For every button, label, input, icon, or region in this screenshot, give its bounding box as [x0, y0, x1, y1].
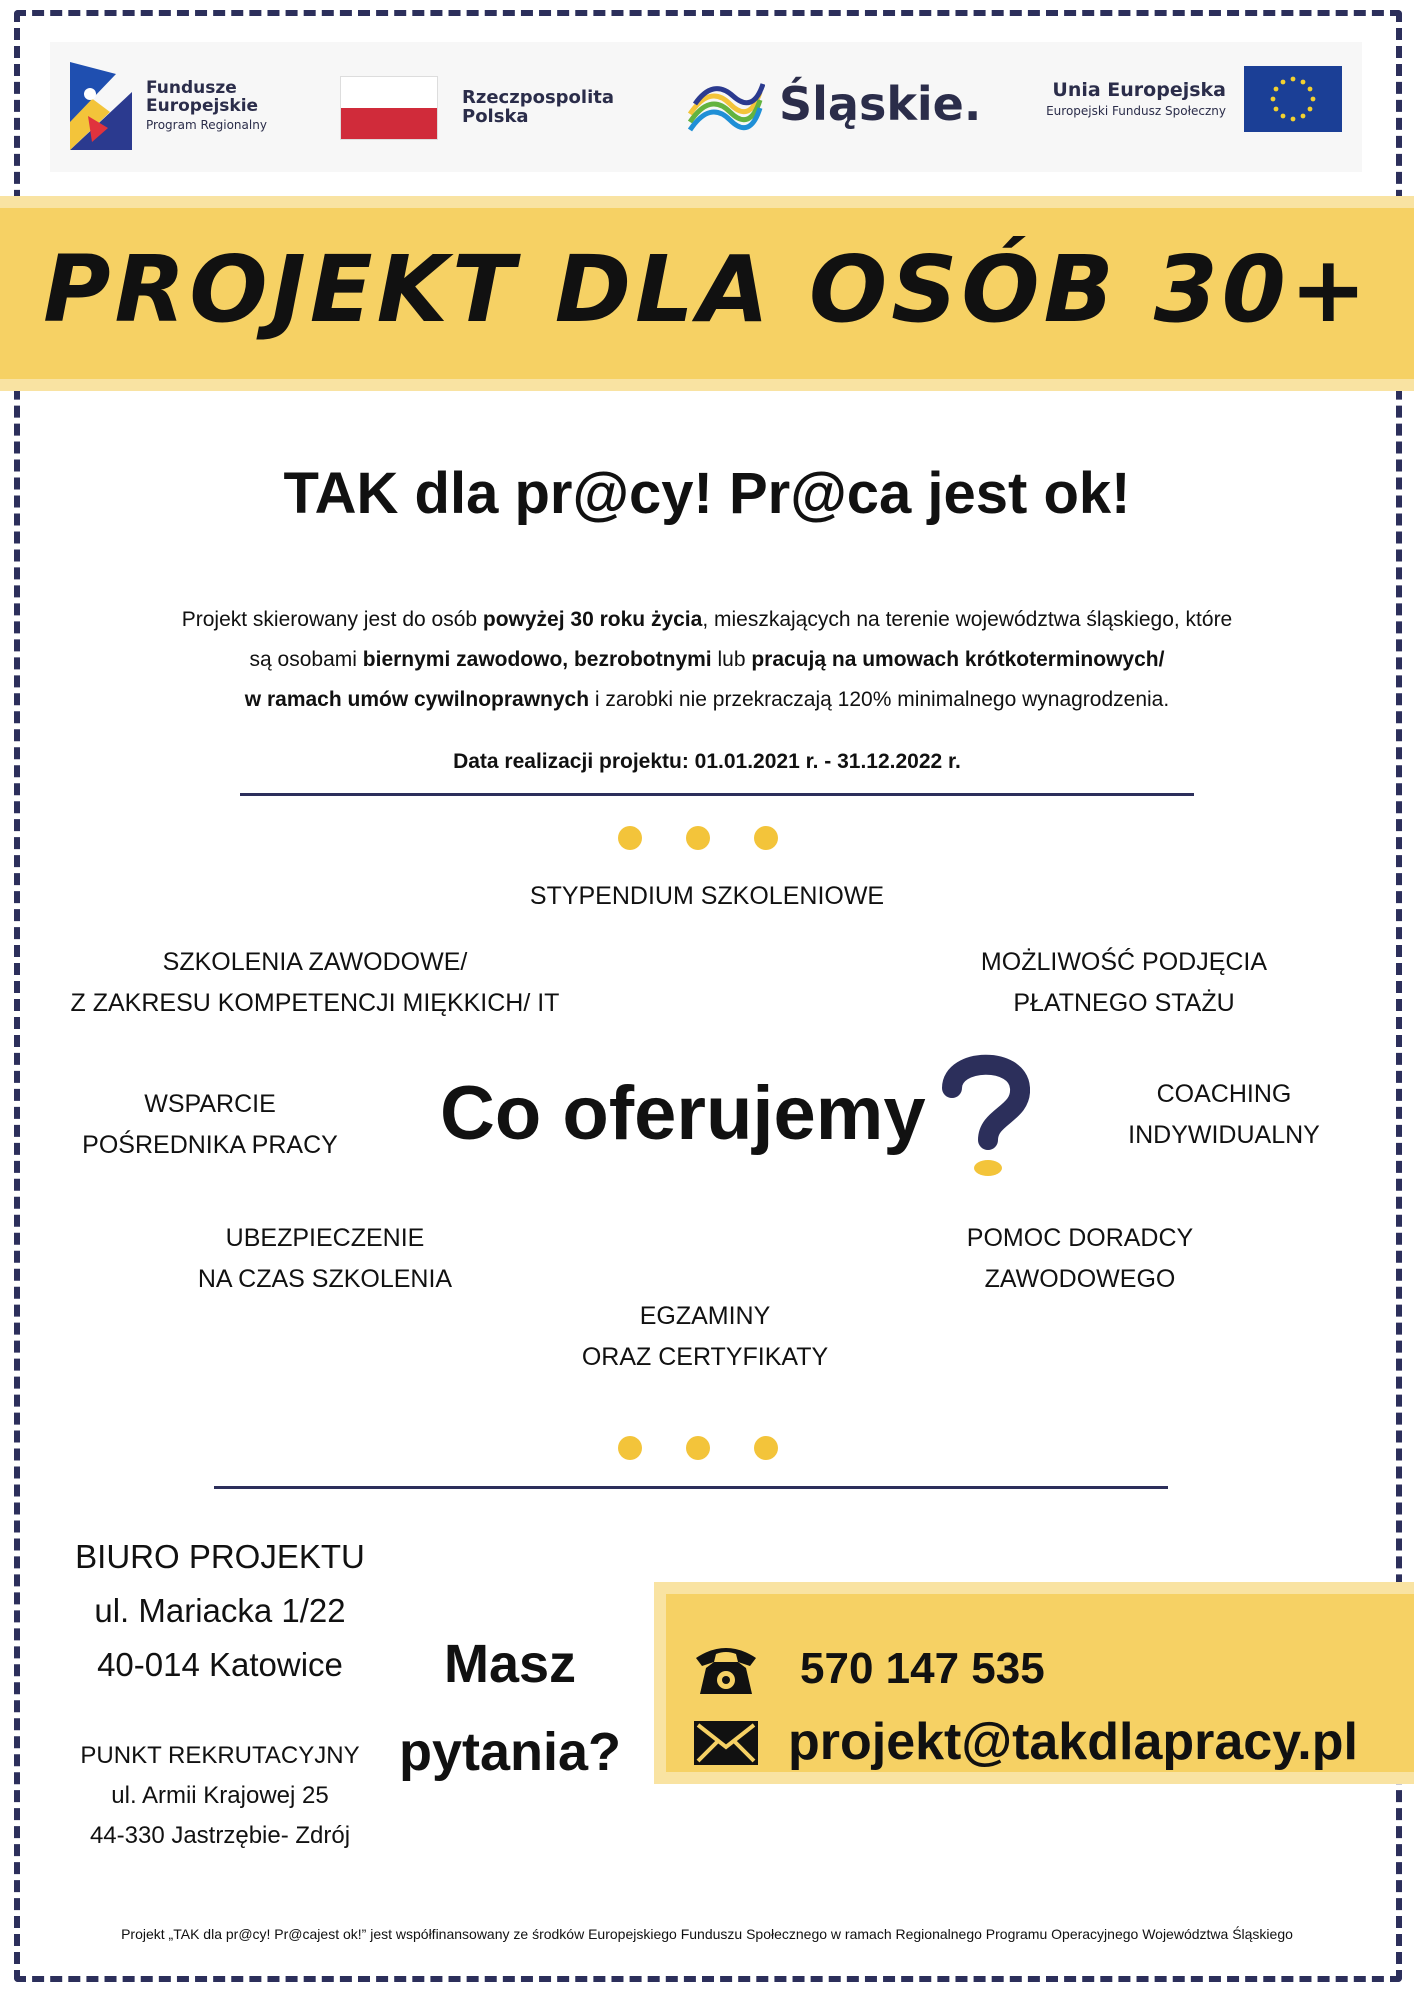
- contact-box: [654, 1582, 1414, 1784]
- offer-line: POMOC DORADCY: [966, 1224, 1194, 1252]
- project-office: [60, 1530, 380, 1692]
- funding-footer: Projekt „TAK dla pr@cy! Pr@cajest ok!” jest współfinansowany ze środków Europejskiego Funduszu Społecznego w ramach Regionalnego Programu Operacyjnego Województwa Śląskiego: [121, 1926, 1293, 1942]
- offer-line: UBEZPIECZENIE: [225, 1224, 425, 1252]
- recruit-city: 44-330 Jastrzębie- Zdrój: [89, 1822, 351, 1849]
- title-banner: [0, 196, 1414, 391]
- slaskie-logo: [685, 74, 981, 134]
- rzeczpospolita-polska-logo: [340, 76, 614, 140]
- eu-flag-icon: [1244, 66, 1342, 132]
- dots-decoration-top: [618, 826, 778, 850]
- offer-line: Z ZAKRESU KOMPETENCJI MIĘKKICH/ IT: [70, 989, 560, 1017]
- rp-line2: Polska: [462, 106, 529, 127]
- project-dates: Data realizacji projektu: 01.01.2021 r. - 31.12.2022 r.: [453, 750, 961, 773]
- offer-egzaminy: [540, 1296, 870, 1378]
- desc-bold: powyżej 30 roku życia: [482, 608, 703, 631]
- fundusze-europejskie-icon: [70, 62, 132, 150]
- fe-line1: Fundusze: [146, 78, 237, 99]
- offer-line: SZKOLENIA ZAWODOWE/: [162, 948, 468, 976]
- envelope-icon: [692, 1713, 760, 1771]
- desc-text: i zarobki nie przekraczają 120% minimalnego wynagrodzenia.: [589, 688, 1170, 711]
- offer-line: WSPARCIE: [144, 1090, 276, 1118]
- email-row[interactable]: [692, 1712, 1358, 1772]
- recruitment-point: [60, 1736, 380, 1856]
- unia-europejska-logo: [1046, 66, 1342, 132]
- slaskie-waves-icon: [685, 74, 765, 134]
- offer-staz: [944, 942, 1304, 1024]
- desc-bold: biernymi zawodowo, bezrobotnymi: [362, 648, 712, 671]
- offer-line: ORAZ CERTYFIKATY: [581, 1343, 829, 1371]
- phone-number[interactable]: 570 147 535: [800, 1644, 1045, 1693]
- fe-line2: Europejskie: [146, 96, 259, 117]
- offer-coaching: [1084, 1074, 1364, 1156]
- ue-line2: Europejski Fundusz Społeczny: [1046, 103, 1226, 118]
- question-line2: pytania?: [398, 1722, 622, 1782]
- offer-ubezpieczenie: [160, 1218, 490, 1300]
- offer-line: PŁATNEGO STAŻU: [1013, 989, 1235, 1017]
- banner-title: PROJEKT DLA OSÓB 30+: [43, 236, 1371, 343]
- project-description: [60, 600, 1354, 720]
- office-street: ul. Mariacka 1/22: [94, 1592, 346, 1629]
- offer-line: INDYWIDUALNY: [1128, 1121, 1320, 1149]
- offer-line: STYPENDIUM SZKOLENIOWE: [529, 882, 885, 910]
- offer-line: NA CZAS SZKOLENIA: [197, 1265, 453, 1293]
- desc-text: są osobami: [249, 648, 363, 671]
- offer-doradca: [920, 1218, 1240, 1300]
- offer-posrednik: [60, 1084, 360, 1166]
- questions-prompt: [390, 1620, 630, 1796]
- desc-text: , mieszkających na terenie województwa śląskiego, które: [702, 608, 1233, 631]
- slogan-heading: TAK dla pr@cy! Pr@ca jest ok!: [283, 461, 1131, 526]
- question-line1: Masz: [443, 1634, 577, 1694]
- phone-row[interactable]: [692, 1640, 1045, 1698]
- offer-line: POŚREDNIKA PRACY: [82, 1131, 338, 1159]
- ue-line1: Unia Europejska: [1052, 78, 1226, 101]
- desc-text: lub: [711, 648, 752, 671]
- rp-line1: Rzeczpospolita: [462, 87, 614, 109]
- office-title: BIURO PROJEKTU: [75, 1538, 365, 1575]
- divider-top: [240, 793, 1194, 796]
- email-address[interactable]: projekt@takdlapracy.pl: [788, 1713, 1358, 1771]
- offer-line: ZAWODOWEGO: [984, 1265, 1176, 1293]
- polish-flag-icon: [340, 76, 438, 140]
- recruit-street: ul. Armii Krajowej 25: [111, 1782, 329, 1809]
- offer-line: MOŻLIWOŚĆ PODJĘCIA: [980, 948, 1268, 976]
- center-heading: Co oferujemy: [440, 1071, 926, 1156]
- fundusze-europejskie-logo: [70, 62, 267, 150]
- desc-bold: w ramach umów cywilnoprawnych: [244, 688, 590, 711]
- office-city: 40-014 Katowice: [97, 1646, 343, 1683]
- dots-decoration-bottom: [618, 1436, 778, 1460]
- offer-szkolenia: [50, 942, 580, 1024]
- slaskie-text: Śląskie.: [779, 76, 982, 131]
- question-mark-icon: [940, 1048, 1030, 1178]
- desc-text: Projekt skierowany jest do osób: [181, 608, 483, 631]
- logo-bar: [50, 42, 1362, 172]
- offer-line: COACHING: [1156, 1080, 1292, 1108]
- offer-line: EGZAMINY: [639, 1302, 771, 1330]
- offer-stypendium: [457, 876, 957, 917]
- telephone-icon: [692, 1640, 760, 1698]
- fe-line3: Program Regionalny: [146, 118, 267, 133]
- divider-bottom: [214, 1486, 1168, 1489]
- recruit-title: PUNKT REKRUTACYJNY: [80, 1742, 360, 1769]
- desc-bold: pracują na umowach krótkoterminowych/: [751, 648, 1165, 671]
